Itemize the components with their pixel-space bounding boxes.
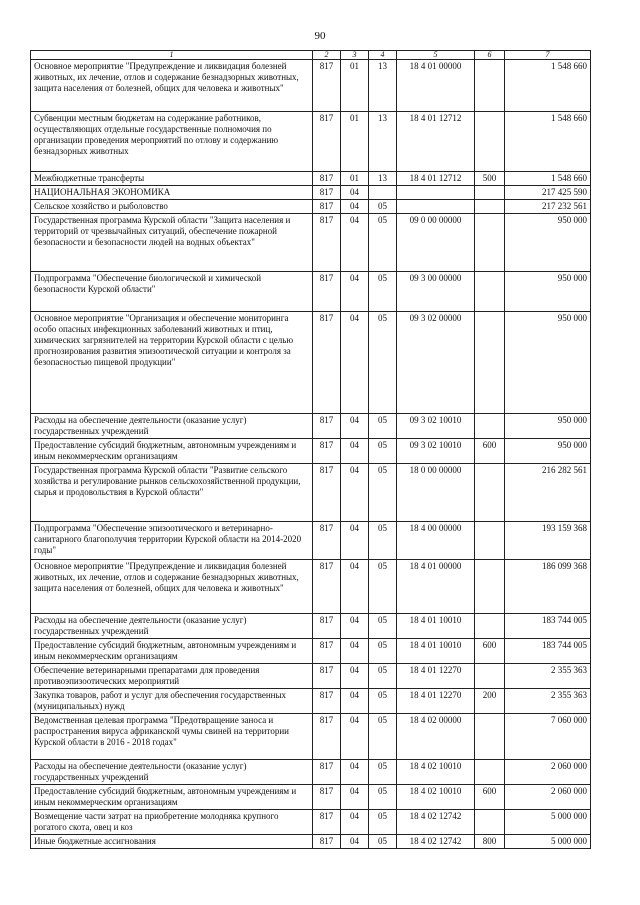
table-row [31, 414, 591, 439]
row-ministry: 817 [313, 664, 341, 689]
row-ministry: 817 [313, 272, 341, 312]
row-ministry: 817 [313, 112, 341, 172]
row-target-article: 18 4 01 10010 [397, 639, 475, 664]
row-name: Иные бюджетные ассигнования [31, 835, 313, 849]
row-amount: 2 355 363 [505, 689, 591, 714]
row-name: Возмещение части затрат на приобретение молодняка крупного рогатого скота, овец и коз [31, 810, 313, 835]
row-ministry: 817 [313, 835, 341, 849]
row-name: Основное мероприятие "Организация и обеспечение мониторинга особо опасных инфекционных заболеваний животных и птиц, химических загрязнителей на территории Курской области с целью прогнозирования развития эпизоотической ситуации и контроля за безопасностью пищевой продукции" [31, 312, 313, 414]
row-subsection: 05 [369, 200, 397, 214]
row-section: 01 [341, 60, 369, 112]
table-row [31, 272, 591, 312]
row-amount: 2 060 000 [505, 785, 591, 810]
row-name: Предоставление субсидий бюджетным, автономным учреждениям и иным некоммерческим организациям [31, 785, 313, 810]
row-ministry: 817 [313, 714, 341, 760]
table-row [31, 639, 591, 664]
row-section: 04 [341, 560, 369, 614]
row-subsection: 13 [369, 172, 397, 186]
row-expense-type: 600 [475, 439, 505, 464]
row-target-article: 18 4 02 10010 [397, 785, 475, 810]
row-target-article: 18 4 02 10010 [397, 760, 475, 785]
table-row [31, 312, 591, 414]
row-expense-type [475, 200, 505, 214]
row-subsection: 05 [369, 714, 397, 760]
row-ministry: 817 [313, 522, 341, 560]
header-cell: 5 [397, 51, 475, 60]
row-ministry: 817 [313, 214, 341, 272]
row-target-article: 18 4 01 12712 [397, 112, 475, 172]
row-ministry: 817 [313, 689, 341, 714]
row-subsection: 05 [369, 785, 397, 810]
row-amount: 186 099 368 [505, 560, 591, 614]
row-expense-type [475, 614, 505, 639]
row-target-article: 18 4 01 12270 [397, 689, 475, 714]
row-section: 01 [341, 112, 369, 172]
row-section: 04 [341, 689, 369, 714]
row-expense-type [475, 112, 505, 172]
row-target-article: 09 3 02 10010 [397, 439, 475, 464]
row-expense-type [475, 714, 505, 760]
row-section: 04 [341, 810, 369, 835]
row-subsection: 05 [369, 439, 397, 464]
header-cell: 1 [31, 51, 313, 60]
row-subsection: 05 [369, 522, 397, 560]
row-ministry: 817 [313, 200, 341, 214]
row-amount: 216 282 561 [505, 464, 591, 522]
row-subsection: 05 [369, 639, 397, 664]
row-name: Государственная программа Курской области "Защита населения и территорий от чрезвычайных ситуаций, обеспечение пожарной безопасности и безопасности людей на водных объектах" [31, 214, 313, 272]
row-subsection: 05 [369, 214, 397, 272]
row-name: Подпрограмма "Обеспечение биологической и химической безопасности Курской области" [31, 272, 313, 312]
row-section: 01 [341, 172, 369, 186]
row-amount: 5 000 000 [505, 810, 591, 835]
table-row [31, 664, 591, 689]
row-subsection: 13 [369, 112, 397, 172]
row-expense-type [475, 810, 505, 835]
row-ministry: 817 [313, 312, 341, 414]
row-subsection: 05 [369, 760, 397, 785]
row-name: Основное мероприятие "Предупреждение и ликвидация болезней животных, их лечение, отлов и содержание безнадзорных животных, защита населения от болезней, общих для человека и животных" [31, 60, 313, 112]
row-amount: 2 355 363 [505, 664, 591, 689]
row-amount: 1 548 660 [505, 112, 591, 172]
row-section: 04 [341, 272, 369, 312]
row-ministry: 817 [313, 172, 341, 186]
row-ministry: 817 [313, 186, 341, 200]
row-amount: 217 232 561 [505, 200, 591, 214]
row-target-article [397, 186, 475, 200]
row-ministry: 817 [313, 464, 341, 522]
row-name: Субвенции местным бюджетам на содержание работников, осуществляющих отдельные государственные полномочия по организации проведения мероприятий по отлову и содержанию безнадзорных животных [31, 112, 313, 172]
row-ministry: 817 [313, 810, 341, 835]
row-amount: 183 744 005 [505, 639, 591, 664]
header-cell: 3 [341, 51, 369, 60]
row-amount: 950 000 [505, 414, 591, 439]
row-target-article: 09 3 02 00000 [397, 312, 475, 414]
header-cell: 7 [505, 51, 591, 60]
row-target-article [397, 200, 475, 214]
row-subsection: 05 [369, 414, 397, 439]
row-subsection: 05 [369, 664, 397, 689]
table-row [31, 560, 591, 614]
row-section: 04 [341, 200, 369, 214]
row-expense-type [475, 664, 505, 689]
row-expense-type: 600 [475, 639, 505, 664]
row-subsection: 05 [369, 810, 397, 835]
row-ministry: 817 [313, 639, 341, 664]
table-row [31, 60, 591, 112]
row-section: 04 [341, 835, 369, 849]
row-amount: 7 060 000 [505, 714, 591, 760]
row-expense-type: 200 [475, 689, 505, 714]
row-amount: 950 000 [505, 439, 591, 464]
row-amount: 1 548 660 [505, 172, 591, 186]
row-expense-type [475, 272, 505, 312]
row-amount: 5 000 000 [505, 835, 591, 849]
row-ministry: 817 [313, 785, 341, 810]
row-expense-type: 600 [475, 785, 505, 810]
row-section: 04 [341, 414, 369, 439]
budget-table [30, 50, 591, 849]
table-row [31, 200, 591, 214]
row-amount: 950 000 [505, 214, 591, 272]
row-subsection [369, 186, 397, 200]
row-section: 04 [341, 186, 369, 200]
table-row [31, 214, 591, 272]
table-row [31, 760, 591, 785]
table-row [31, 714, 591, 760]
row-section: 04 [341, 760, 369, 785]
row-target-article: 09 3 00 00000 [397, 272, 475, 312]
page-number: 90 [314, 30, 326, 42]
row-expense-type [475, 214, 505, 272]
row-subsection: 05 [369, 614, 397, 639]
row-expense-type [475, 464, 505, 522]
row-target-article: 18 4 00 00000 [397, 522, 475, 560]
row-target-article: 18 4 01 10010 [397, 614, 475, 639]
row-expense-type [475, 560, 505, 614]
row-name: Расходы на обеспечение деятельности (оказание услуг) государственных учреждений [31, 614, 313, 639]
row-ministry: 817 [313, 414, 341, 439]
row-expense-type [475, 522, 505, 560]
table-row [31, 835, 591, 849]
row-target-article: 18 4 01 12712 [397, 172, 475, 186]
row-section: 04 [341, 214, 369, 272]
row-name: Государственная программа Курской области "Развитие сельского хозяйства и регулирование рынков сельскохозяйственной продукции, сырья и продовольствия в Курской области" [31, 464, 313, 522]
row-section: 04 [341, 639, 369, 664]
row-subsection: 13 [369, 60, 397, 112]
row-expense-type [475, 312, 505, 414]
row-section: 04 [341, 522, 369, 560]
row-ministry: 817 [313, 560, 341, 614]
row-name: Закупка товаров, работ и услуг для обеспечения государственных (муниципальных) нужд [31, 689, 313, 714]
table-header-row [31, 51, 591, 60]
table-row [31, 785, 591, 810]
row-section: 04 [341, 714, 369, 760]
table-row [31, 112, 591, 172]
row-subsection: 05 [369, 272, 397, 312]
row-expense-type [475, 60, 505, 112]
row-section: 04 [341, 439, 369, 464]
row-subsection: 05 [369, 312, 397, 414]
table-row [31, 614, 591, 639]
row-name: Межбюджетные трансферты [31, 172, 313, 186]
table-row [31, 439, 591, 464]
row-subsection: 05 [369, 464, 397, 522]
row-section: 04 [341, 664, 369, 689]
row-target-article: 18 4 01 00000 [397, 560, 475, 614]
row-amount: 1 548 660 [505, 60, 591, 112]
row-section: 04 [341, 785, 369, 810]
header-cell: 2 [313, 51, 341, 60]
row-amount: 950 000 [505, 312, 591, 414]
row-expense-type [475, 760, 505, 785]
row-section: 04 [341, 312, 369, 414]
row-expense-type [475, 186, 505, 200]
row-target-article: 18 4 01 00000 [397, 60, 475, 112]
row-expense-type [475, 414, 505, 439]
row-target-article: 18 4 02 12742 [397, 835, 475, 849]
row-name: Основное мероприятие "Предупреждение и ликвидация болезней животных, их лечение, отлов и содержание безнадзорных животных, защита населения от болезней, общих для человека и животных" [31, 560, 313, 614]
row-name: Расходы на обеспечение деятельности (оказание услуг) государственных учреждений [31, 760, 313, 785]
header-cell: 4 [369, 51, 397, 60]
table-row [31, 522, 591, 560]
table-row [31, 172, 591, 186]
row-section: 04 [341, 464, 369, 522]
row-ministry: 817 [313, 760, 341, 785]
row-amount: 2 060 000 [505, 760, 591, 785]
row-ministry: 817 [313, 60, 341, 112]
row-target-article: 18 0 00 00000 [397, 464, 475, 522]
row-name: Предоставление субсидий бюджетным, автономным учреждениям и иным некоммерческим организациям [31, 639, 313, 664]
row-expense-type: 500 [475, 172, 505, 186]
row-amount: 217 425 590 [505, 186, 591, 200]
row-target-article: 18 4 01 12270 [397, 664, 475, 689]
table-row [31, 689, 591, 714]
row-name: Подпрограмма "Обеспечение эпизоотического и ветеринарно-санитарного благополучия территории Курской области на 2014-2020 годы" [31, 522, 313, 560]
row-section: 04 [341, 614, 369, 639]
row-name: Ведомственная целевая программа "Предотвращение заноса и распространения вируса африканской чумы свиней на территории Курской области в 2016 - 2018 годах" [31, 714, 313, 760]
row-ministry: 817 [313, 614, 341, 639]
table-row [31, 810, 591, 835]
row-target-article: 09 3 02 10010 [397, 414, 475, 439]
row-amount: 950 000 [505, 272, 591, 312]
row-target-article: 09 0 00 00000 [397, 214, 475, 272]
row-target-article: 18 4 02 12742 [397, 810, 475, 835]
row-amount: 183 744 005 [505, 614, 591, 639]
row-name: Обеспечение ветеринарными препаратами для проведения противоэпизоотических мероприятий [31, 664, 313, 689]
row-amount: 193 159 368 [505, 522, 591, 560]
row-name: Расходы на обеспечение деятельности (оказание услуг) государственных учреждений [31, 414, 313, 439]
row-ministry: 817 [313, 439, 341, 464]
table-row [31, 464, 591, 522]
row-subsection: 05 [369, 835, 397, 849]
row-name: НАЦИОНАЛЬНАЯ ЭКОНОМИКА [31, 186, 313, 200]
row-subsection: 05 [369, 560, 397, 614]
row-name: Предоставление субсидий бюджетным, автономным учреждениям и иным некоммерческим организациям [31, 439, 313, 464]
row-name: Сельское хозяйство и рыболовство [31, 200, 313, 214]
row-subsection: 05 [369, 689, 397, 714]
row-target-article: 18 4 02 00000 [397, 714, 475, 760]
row-expense-type: 800 [475, 835, 505, 849]
table-row [31, 186, 591, 200]
header-cell: 6 [475, 51, 505, 60]
